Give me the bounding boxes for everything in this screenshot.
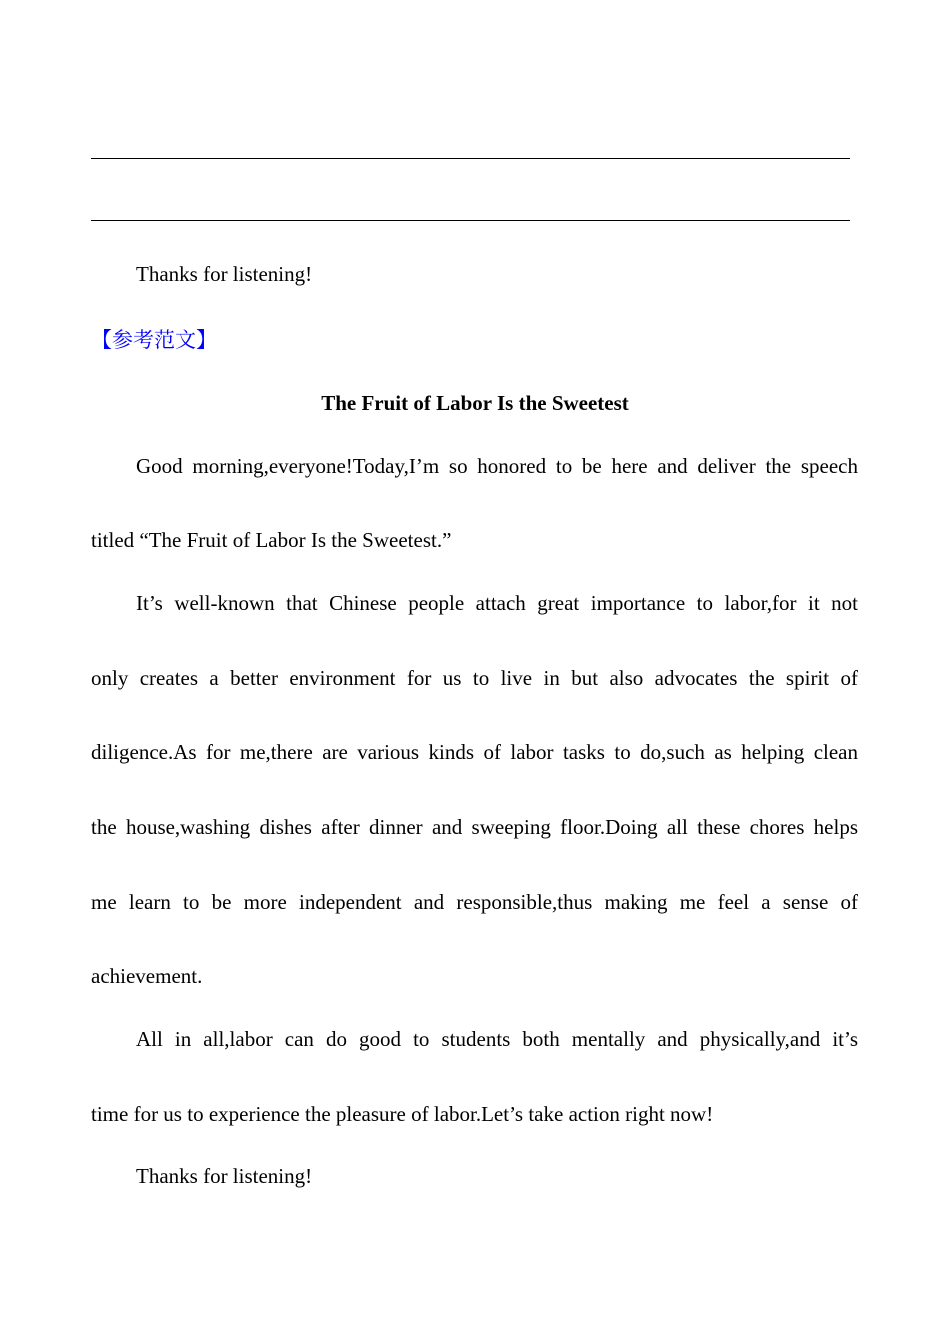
reference-essay-label: 【参考范文】 — [91, 328, 217, 352]
paragraph-2-line-5: me learn to be more independent and responsible,thus making me feel a sense of — [91, 890, 858, 914]
essay-closing: Thanks for listening! — [136, 1164, 313, 1188]
paragraph-3-line-1: All in all,labor can do good to students both mentally and physically,and it’s — [136, 1027, 858, 1051]
essay-title: The Fruit of Labor Is the Sweetest — [321, 391, 629, 415]
paragraph-2-line-4: the house,washing dishes after dinner and sweeping floor.Doing all these chores helps — [91, 815, 858, 839]
answer-line-1 — [91, 158, 850, 159]
paragraph-2-line-1: It’s well-known that Chinese people attach great importance to labor,for it not — [136, 591, 858, 615]
prompt-closing: Thanks for listening! — [136, 262, 313, 286]
paragraph-1-line-1: Good morning,everyone!Today,I’m so honored to be here and deliver the speech — [136, 454, 858, 478]
paragraph-3-line-2: time for us to experience the pleasure of labor.Let’s take action right now! — [91, 1102, 714, 1126]
paragraph-2-line-6: achievement. — [91, 964, 203, 988]
answer-line-2 — [91, 220, 850, 221]
paragraph-2-line-3: diligence.As for me,there are various kinds of labor tasks to do,such as helping clean — [91, 740, 858, 764]
paragraph-2-line-2: only creates a better environment for us to live in but also advocates the spirit of — [91, 666, 858, 690]
paragraph-1-line-2: titled “The Fruit of Labor Is the Sweetest.” — [91, 528, 452, 552]
